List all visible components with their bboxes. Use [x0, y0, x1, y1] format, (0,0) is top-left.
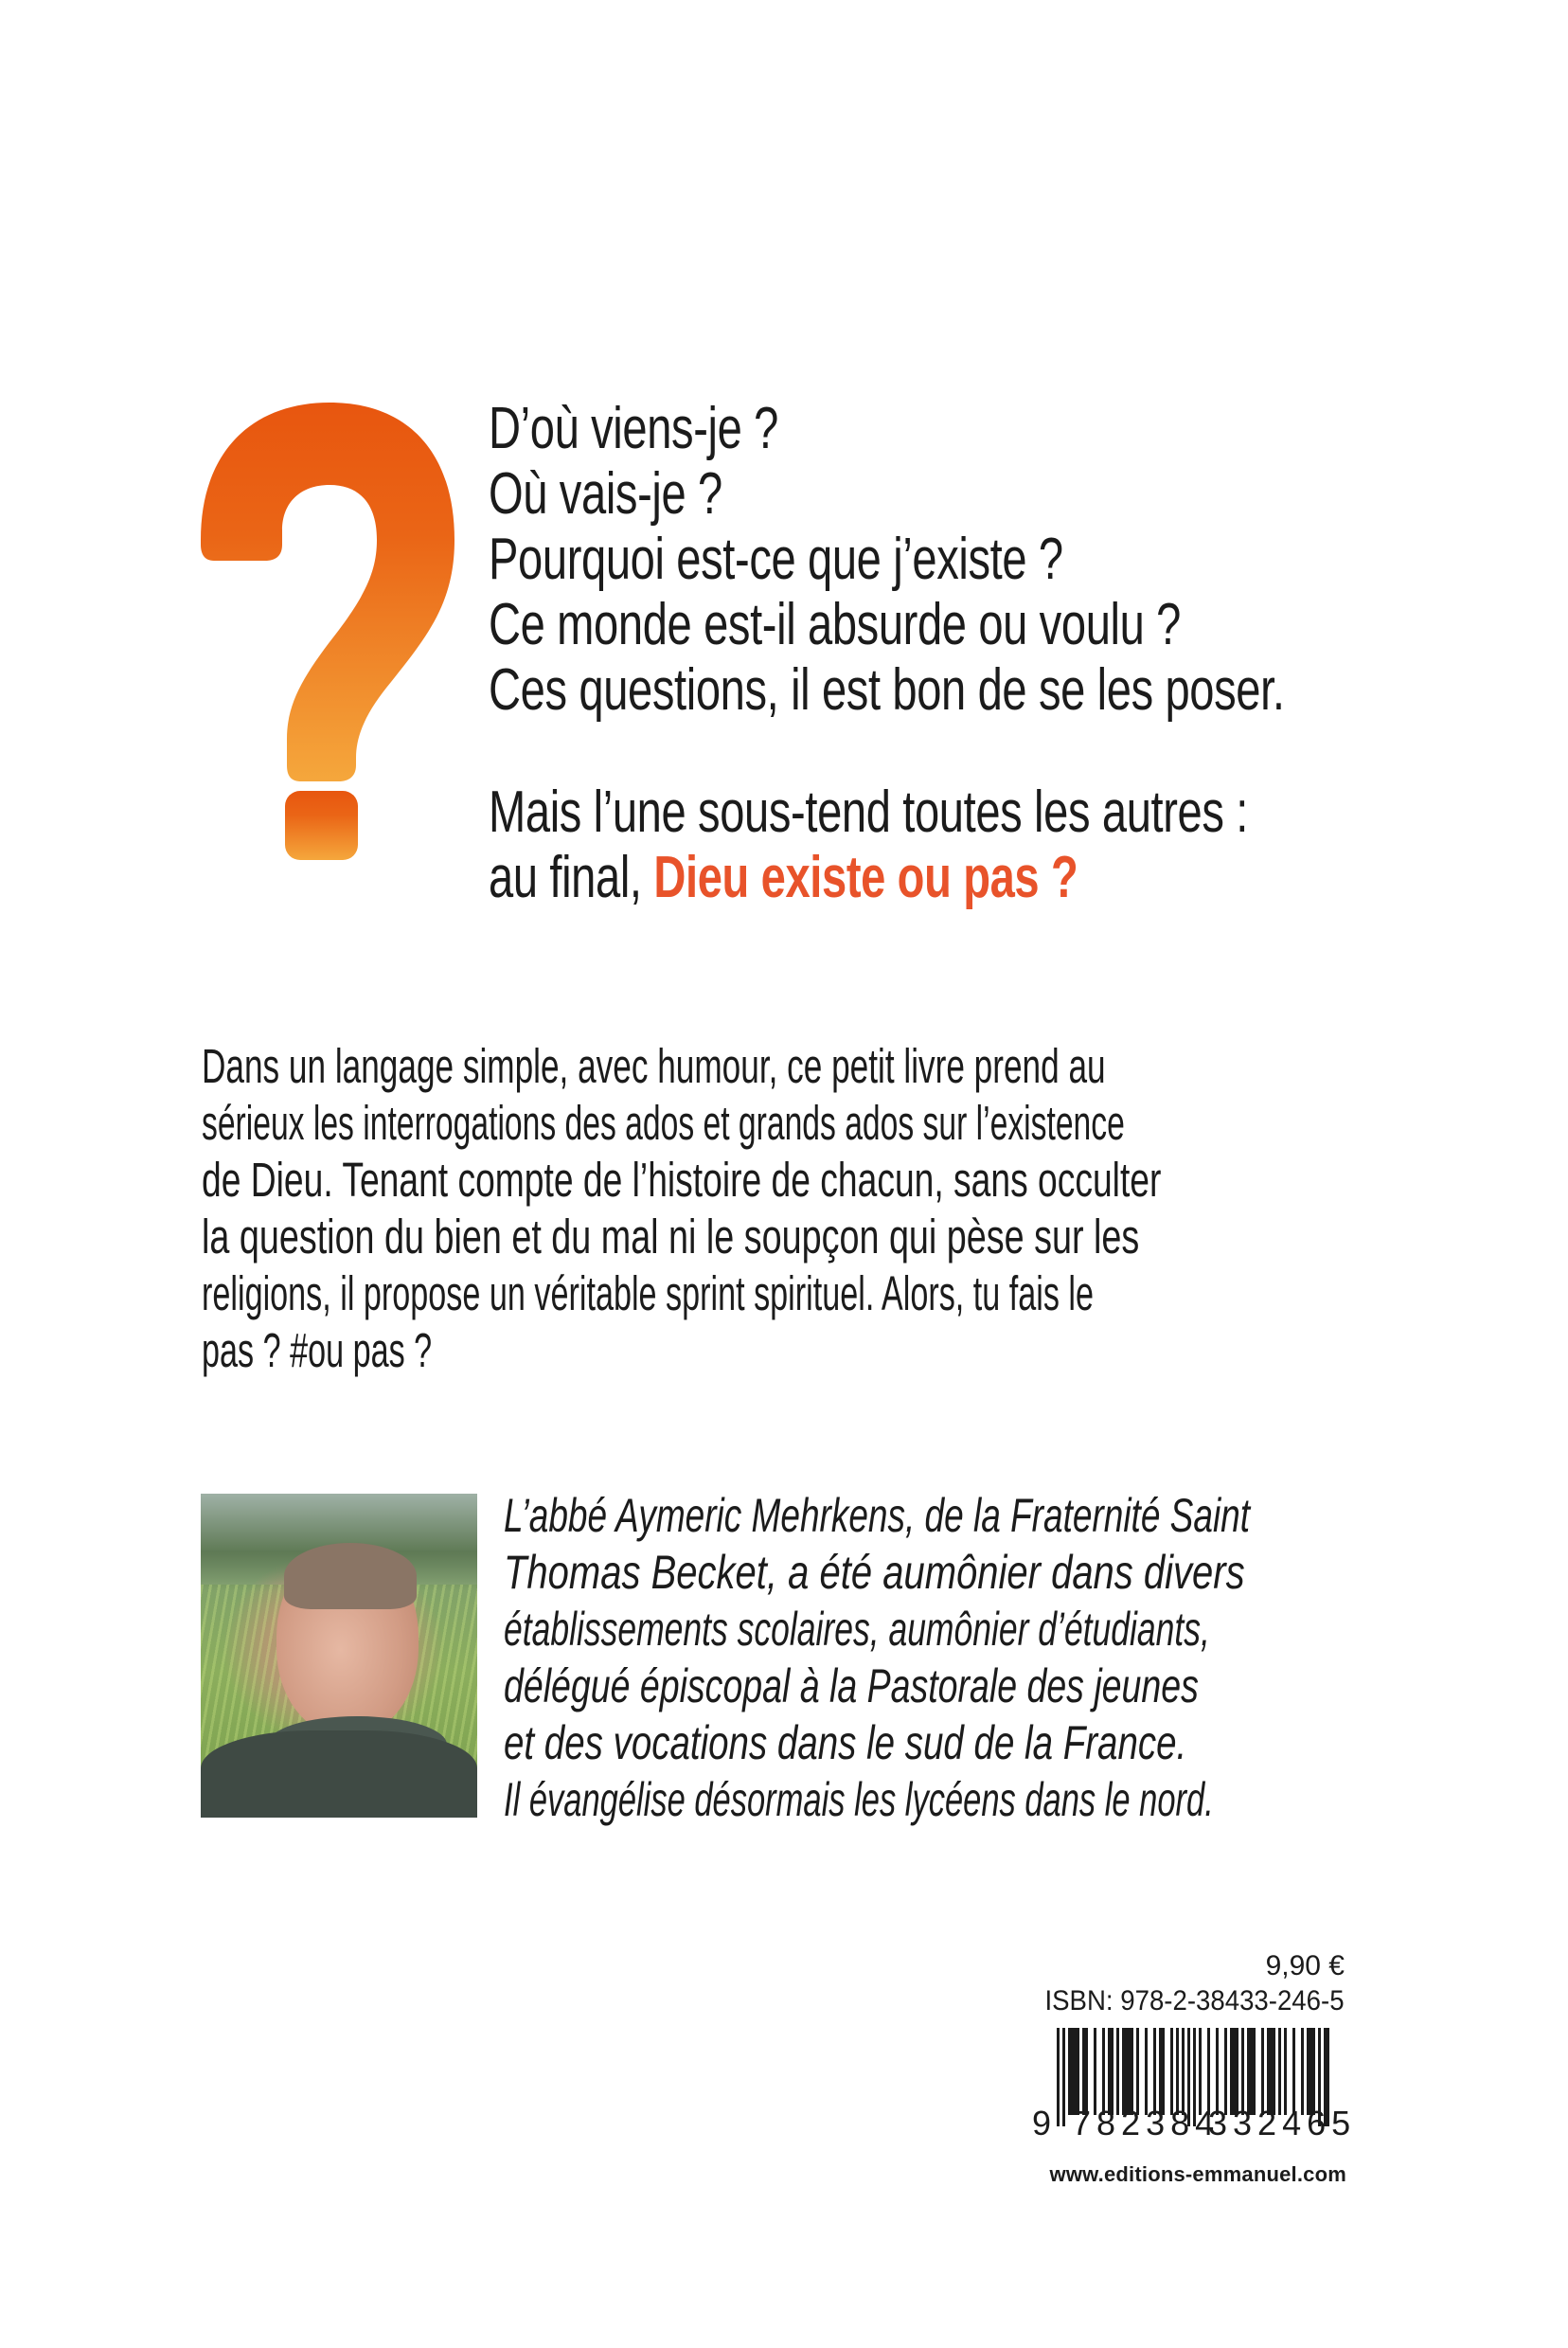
description-line: la question du bien et du mal ni le soupçon qui pèse sur les: [202, 1210, 1140, 1264]
description-line: Dans un langage simple, avec humour, ce petit livre prend au: [202, 1039, 1106, 1093]
description-line: religions, il propose un véritable sprint spirituel. Alors, tu fais le: [202, 1266, 1095, 1320]
barcode-first-digit: 9: [1032, 2104, 1052, 2142]
author-photo: [201, 1494, 477, 1818]
question-line: Où vais-je ?: [489, 461, 722, 527]
bio-line: délégué épiscopal à la Pastorale des jeunes: [504, 1659, 1199, 1712]
question-line: Ce monde est-il absurde ou voulu ?: [489, 592, 1181, 657]
highlight-question: Dieu existe ou pas ?: [653, 845, 1078, 910]
barcode-right-digits: 332465: [1208, 2104, 1357, 2142]
bio-line: et des vocations dans le sud de la France.: [504, 1716, 1187, 1769]
follow-up-line-final: [489, 845, 1208, 910]
question-line: Pourquoi est-ce que j’existe ?: [489, 527, 1063, 592]
book-description: [202, 1038, 1372, 1379]
question-line: Ces questions, il est bon de se les poser.: [489, 657, 1285, 723]
question-mark-icon: [197, 398, 458, 862]
questions-block: [489, 396, 1435, 910]
isbn: ISBN: 978-2-38433-246-5: [1044, 1985, 1345, 2016]
bio-line: établissements scolaires, aumônier d’étudiants,: [504, 1603, 1210, 1656]
follow-up-line: Mais l’une sous-tend toutes les autres :: [489, 780, 1248, 845]
follow-up-prefix: au final,: [489, 845, 654, 910]
price: 9,90 €: [1265, 1950, 1345, 1981]
description-line: sérieux les interrogations des ados et grands ados sur l’existence: [202, 1096, 1125, 1150]
description-line: de Dieu. Tenant compte de l’histoire de chacun, sans occulter: [202, 1153, 1162, 1207]
question-line: D’où viens-je ?: [489, 396, 778, 461]
bio-line: Thomas Becket, a été aumônier dans divers: [504, 1546, 1245, 1599]
bio-line: Il évangélise désormais les lycéens dans le nord.: [504, 1773, 1214, 1826]
publisher-website-link[interactable]: www.editions-emmanuel.com: [1049, 2162, 1346, 2186]
description-line: pas ? #ou pas ?: [202, 1323, 433, 1377]
barcode-left-digits: 782384: [1072, 2104, 1221, 2142]
author-bio: [504, 1487, 1373, 1828]
bio-line: L’abbé Aymeric Mehrkens, de la Fraternité Saint: [504, 1489, 1251, 1542]
